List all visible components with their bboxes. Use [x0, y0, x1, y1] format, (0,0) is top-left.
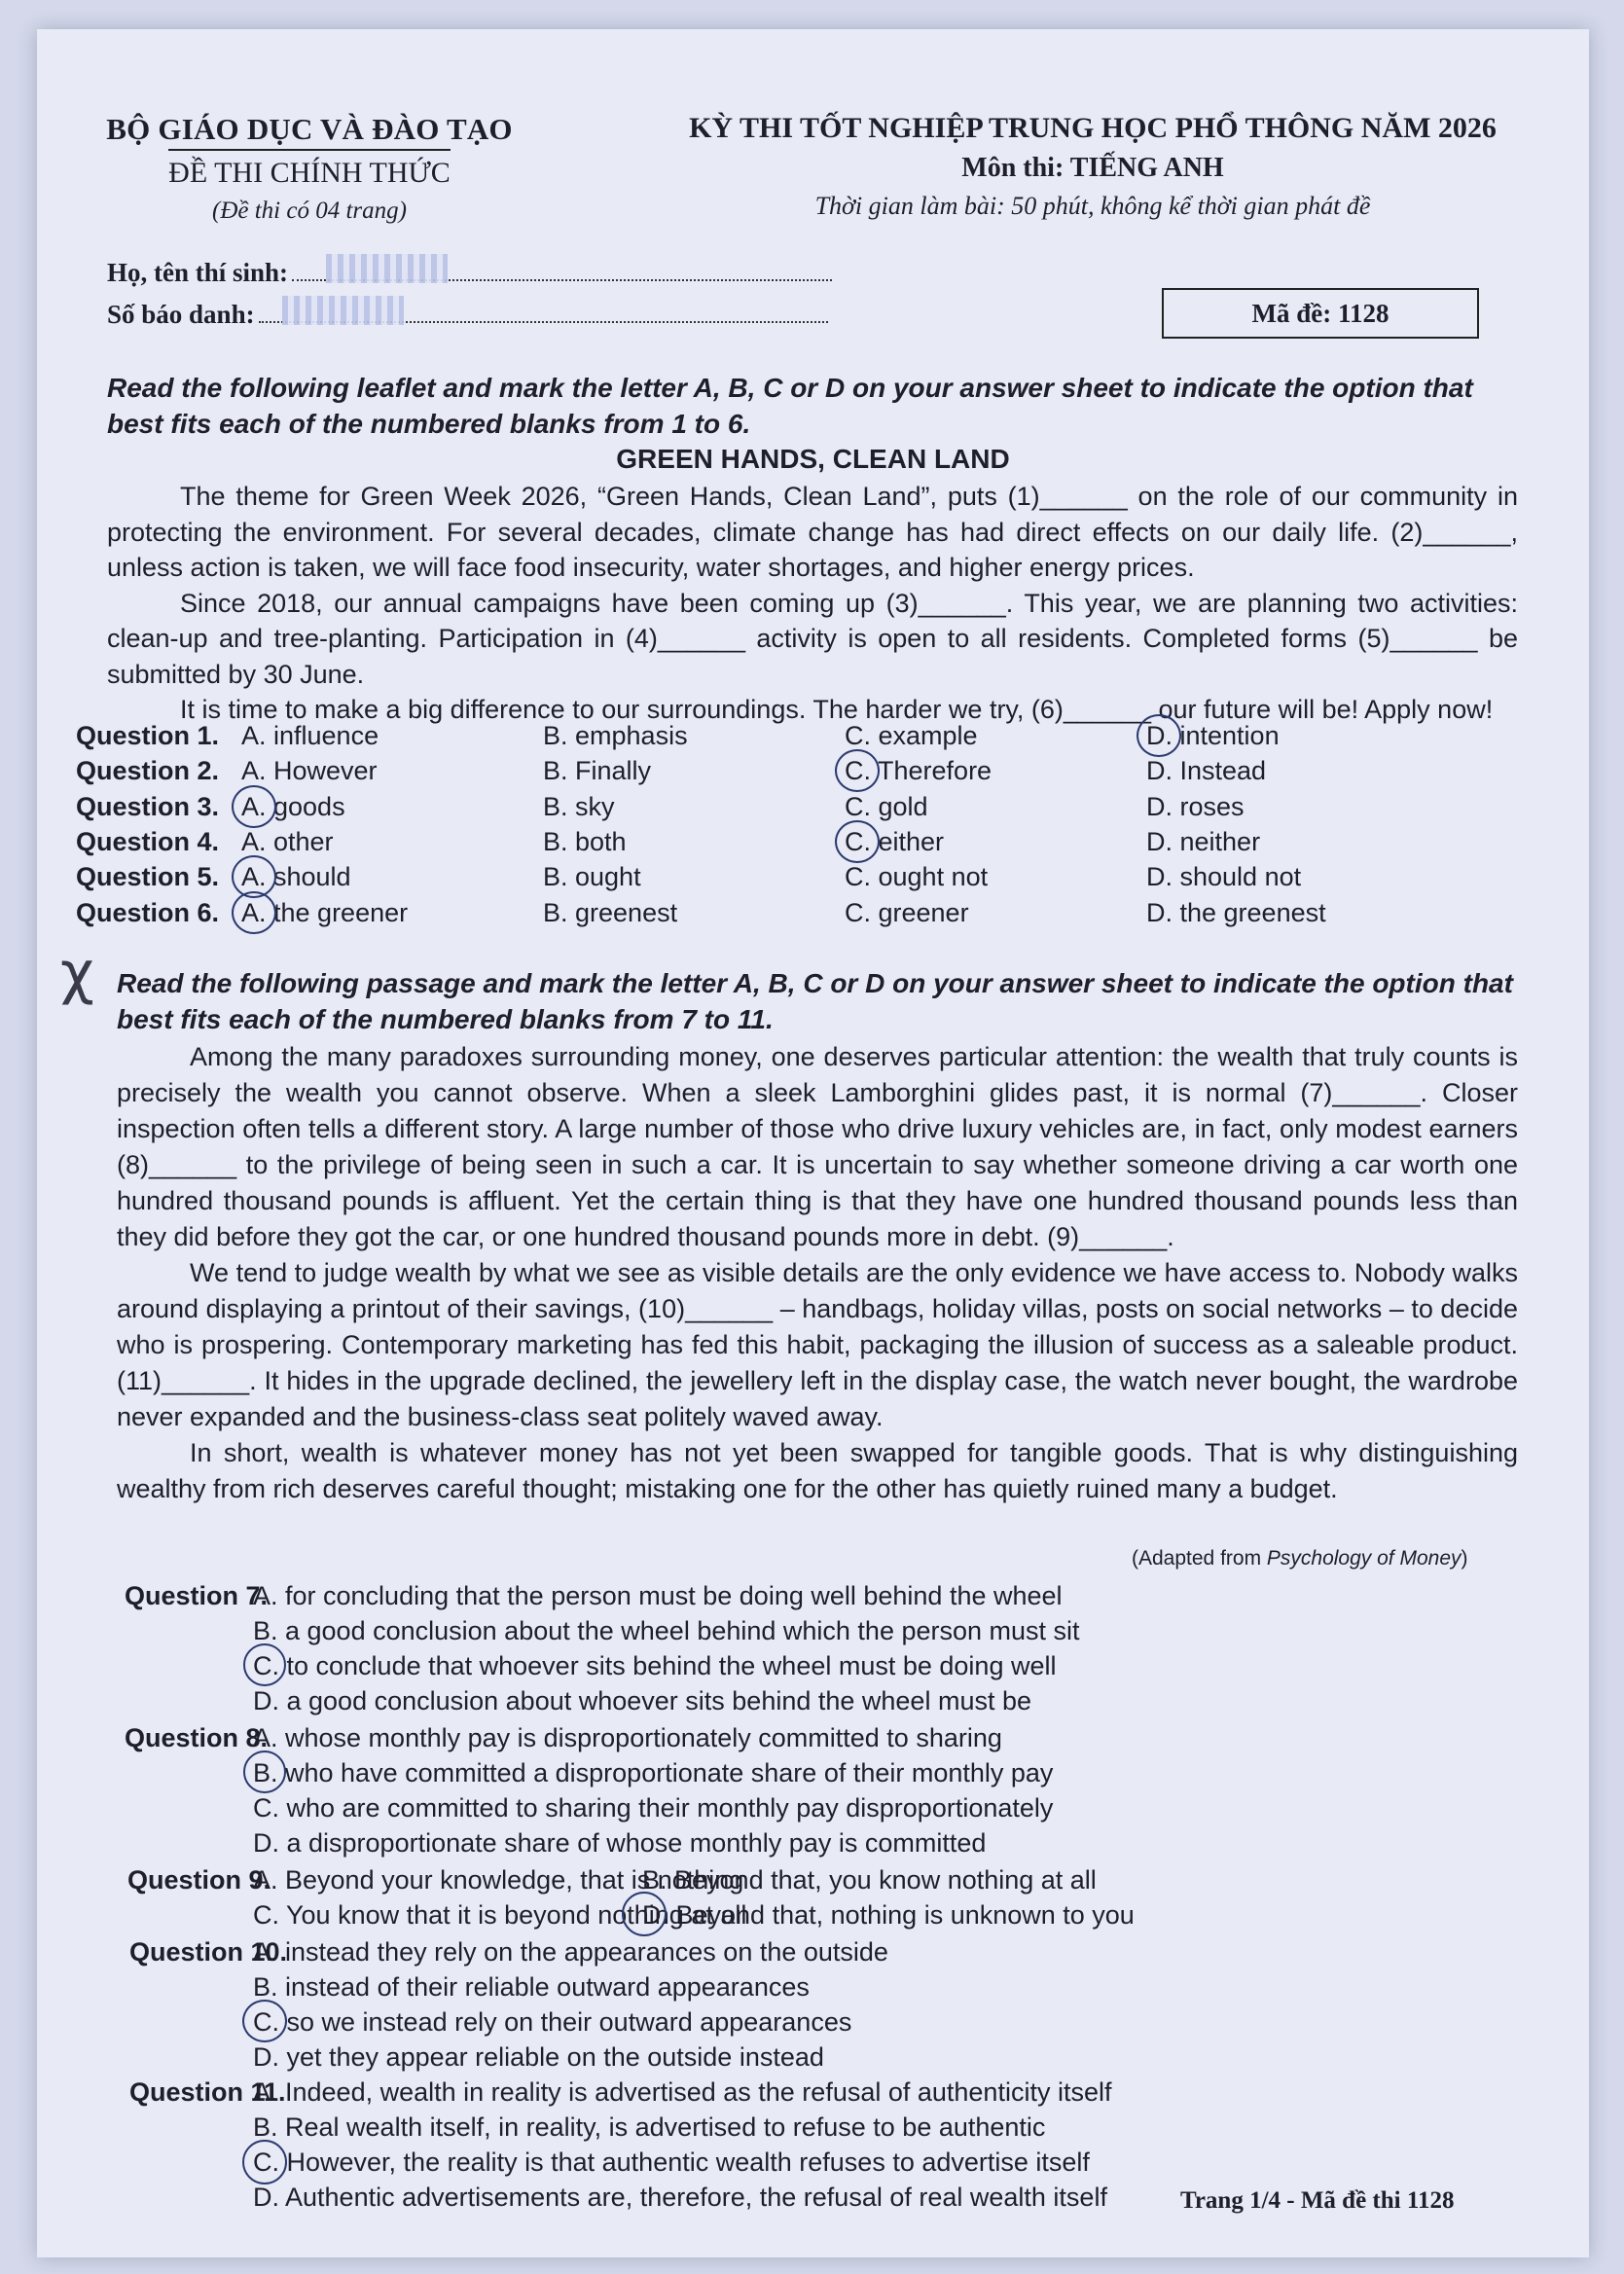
option-c[interactable]: C. either — [845, 826, 945, 856]
answer-circle — [242, 2140, 287, 2184]
option-b[interactable]: B. ought — [543, 862, 641, 892]
option-b[interactable]: B. Beyond that, you know nothing at all — [642, 1865, 1097, 1895]
option-d[interactable]: D. yet they appear reliable on the outside instead — [253, 2042, 824, 2072]
official-label: ĐỀ THI CHÍNH THỨC — [168, 157, 451, 189]
answer-circle — [243, 1643, 286, 1686]
source-prefix: (Adapted from — [1132, 1547, 1267, 1570]
handwritten-x-mark: χ — [60, 939, 94, 1007]
option-b[interactable]: B. emphasis — [543, 721, 688, 750]
header-right — [660, 112, 1526, 221]
option-d[interactable]: D. Instead — [1146, 756, 1267, 786]
option-d[interactable]: D. Beyond that, nothing is unknown to you — [642, 1900, 1135, 1930]
leaflet-title: GREEN HANDS, CLEAN LAND — [616, 444, 1010, 474]
option-d[interactable]: D. Authentic advertisements are, therefore, the refusal of real wealth itself — [253, 2183, 1107, 2212]
section2-instruction: Read the following passage and mark the letter A, B, C or D on your answer sheet to indicate the option that best fits each of the numbered blanks from 7 to 11. — [117, 968, 1513, 1034]
question-label: Question 7. — [125, 1581, 269, 1610]
option-a[interactable]: A. the greener — [241, 897, 409, 927]
option-b[interactable]: B. both — [543, 826, 627, 856]
candidate-name-field — [107, 258, 832, 288]
question-label: Question 11. — [129, 2077, 286, 2107]
option-a[interactable]: A. whose monthly pay is disproportionately committed to sharing — [253, 1723, 1002, 1752]
paragraph: We tend to judge wealth by what we see as visible details are the only evidence we have access to. Nobody walks around displaying a printout of their savings, (10)______ – handbags, holiday villas, posts on social networks – to decide who is prospering. Contemporary marketing has fed this habit, packaging the illusion of success as a saleable product. (11)______. It hides in the upgrade declined, the jewellery left in the display case, the watch never bought, the wardrobe never expanded and the business-class seat politely waved away. — [117, 1258, 1518, 1431]
option-a[interactable]: A. instead they rely on the appearances on the outside — [253, 1937, 888, 1967]
option-a[interactable]: A. should — [241, 862, 351, 892]
option-d[interactable]: D. a good conclusion about whoever sits behind the wheel must be — [253, 1686, 1031, 1715]
option-d[interactable]: D. should not — [1146, 862, 1302, 892]
candidate-id-field — [107, 300, 828, 330]
option-c[interactable]: C. who are committed to sharing their monthly pay disproportionately — [253, 1793, 1054, 1823]
answer-circle — [622, 1892, 667, 1936]
question-label: Question 2. — [76, 756, 220, 786]
name-label: Họ, tên thí sinh: — [107, 258, 289, 287]
time-limit: Thời gian làm bài: 50 phút, không kể thời gian phát đề — [814, 192, 1371, 220]
option-d[interactable]: D. neither — [1146, 826, 1261, 856]
subject: Môn thi: TIẾNG ANH — [961, 153, 1224, 183]
option-c[interactable]: C. to conclude that whoever sits behind the wheel must be doing well — [253, 1651, 1057, 1680]
source-suffix: ) — [1461, 1547, 1468, 1570]
option-a[interactable]: A. for concluding that the person must be doing well behind the wheel — [253, 1581, 1063, 1610]
option-a[interactable]: A. However — [241, 756, 378, 786]
page-count: (Đề thi có 04 trang) — [212, 198, 407, 224]
option-b[interactable]: B. a good conclusion about the wheel behind which the person must sit — [253, 1616, 1080, 1645]
question-label: Question 6. — [76, 897, 220, 927]
answer-circle — [232, 785, 276, 828]
answer-circle — [243, 1751, 286, 1793]
option-a[interactable]: A. Beyond your knowledge, that is nothing — [253, 1865, 744, 1895]
option-b[interactable]: B. instead of their reliable outward appearances — [253, 1972, 810, 2002]
option-b[interactable]: B. sky — [543, 791, 615, 821]
option-a[interactable]: A. goods — [241, 791, 345, 821]
option-c[interactable]: C. example — [845, 721, 978, 750]
option-a[interactable]: A. Indeed, wealth in reality is advertised as the refusal of authenticity itself — [253, 2077, 1112, 2107]
redaction-mark — [326, 254, 448, 283]
option-b[interactable]: B. greenest — [543, 897, 678, 927]
option-c[interactable]: C. You know that it is beyond nothing at all — [253, 1900, 747, 1930]
question-label: Question 10. — [129, 1937, 288, 1967]
question-label: Question 3. — [76, 791, 220, 821]
option-c[interactable]: C. Therefore — [845, 756, 992, 786]
option-c[interactable]: C. greener — [845, 897, 969, 927]
paragraph: Since 2018, our annual campaigns have been coming up (3)______. This year, we are planning two activities: clean-up and tree-planting. Participation in (4)______ activity is open to all residents. Completed forms (5)______ be submitted by 30 June. — [107, 588, 1518, 689]
answer-circle — [232, 891, 276, 934]
exam-code: Mã đề: 1128 — [1162, 288, 1479, 339]
paragraph: Among the many paradoxes surrounding money, one deserves particular attention: the wealth that truly counts is precisely the wealth you cannot observe. When a sleek Lamborghini glides past, it is normal (7)______. Closer inspection often tells a different story. A large number of those who drive luxury vehicles are, in fact, only modest earners (8)______ to the privilege of being seen in such a car. It is uncertain to say whether someone driving a car worth one hundred thousand pounds is affluent. Yet the certain thing is that they have one hundred thousand pounds less than they did before they got the car, or one hundred thousand pounds more in debt. (9)______. — [117, 1042, 1518, 1251]
answer-circle — [835, 820, 880, 863]
paragraph: The theme for Green Week 2026, “Green Hands, Clean Land”, puts (1)______ on the role of our community in protecting the environment. For several decades, climate change has had direct effects on our daily life. (2)______, unless action is taken, we will face food insecurity, water shortages, and higher energy prices. — [107, 482, 1518, 582]
answer-circle — [835, 749, 880, 792]
answer-circle — [242, 2000, 287, 2042]
question-label: Question 1. — [76, 721, 220, 750]
page-footer: Trang 1/4 - Mã đề thi 1128 — [1180, 2187, 1455, 2214]
source-title: Psychology of Money — [1266, 1547, 1462, 1570]
id-label: Số báo danh: — [107, 300, 255, 329]
question-label: Question 5. — [76, 862, 220, 892]
paragraph: In short, wealth is whatever money has not yet been swapped for tangible goods. That is why distinguishing wealthy from rich deserves careful thought; mistaking one for the other has quietly ruined many a budget. — [117, 1438, 1518, 1503]
option-b[interactable]: B. Finally — [543, 756, 652, 786]
question-label: Question 8. — [125, 1723, 269, 1752]
paragraph: It is time to make a big difference to our surroundings. The harder we try, (6)______ our future will be! Apply now! — [180, 695, 1494, 724]
source-citation — [1132, 1547, 1468, 1570]
option-c[interactable]: C. gold — [845, 791, 928, 821]
divider — [168, 149, 451, 151]
passage-text — [117, 1039, 1518, 1507]
option-d[interactable]: D. the greenest — [1146, 897, 1326, 927]
option-d[interactable]: D. a disproportionate share of whose monthly pay is committed — [253, 1828, 987, 1858]
option-d[interactable]: D. roses — [1146, 791, 1245, 821]
option-b[interactable]: B. Real wealth itself, in reality, is advertised to refuse to be authentic — [253, 2112, 1046, 2142]
option-c[interactable]: C. ought not — [845, 862, 989, 892]
option-b[interactable]: B. who have committed a disproportionate share of their monthly pay — [253, 1758, 1054, 1787]
question-label: Question 4. — [76, 826, 220, 856]
section1-instruction: Read the following leaflet and mark the letter A, B, C or D on your answer sheet to indicate the option that best fits each of the numbered blanks from 1 to 6. — [107, 373, 1473, 439]
exam-title: KỲ THI TỐT NGHIỆP TRUNG HỌC PHỔ THÔNG NĂM 2026 — [689, 112, 1497, 144]
exam-sheet — [37, 29, 1589, 2257]
leaflet-text — [107, 479, 1518, 728]
redaction-mark — [282, 296, 404, 325]
option-c[interactable]: C. so we instead rely on their outward appearances — [253, 2007, 852, 2037]
answer-circle — [1137, 714, 1181, 757]
option-d[interactable]: D. intention — [1146, 721, 1280, 750]
ministry-name: BỘ GIÁO DỤC VÀ ĐÀO TẠO — [106, 112, 513, 146]
option-a[interactable]: A. influence — [241, 721, 379, 750]
option-c[interactable]: C. However, the reality is that authentic wealth refuses to advertise itself — [253, 2148, 1090, 2177]
option-a[interactable]: A. other — [241, 826, 334, 856]
question-label: Question 9. — [127, 1865, 271, 1895]
header-left — [105, 112, 514, 225]
